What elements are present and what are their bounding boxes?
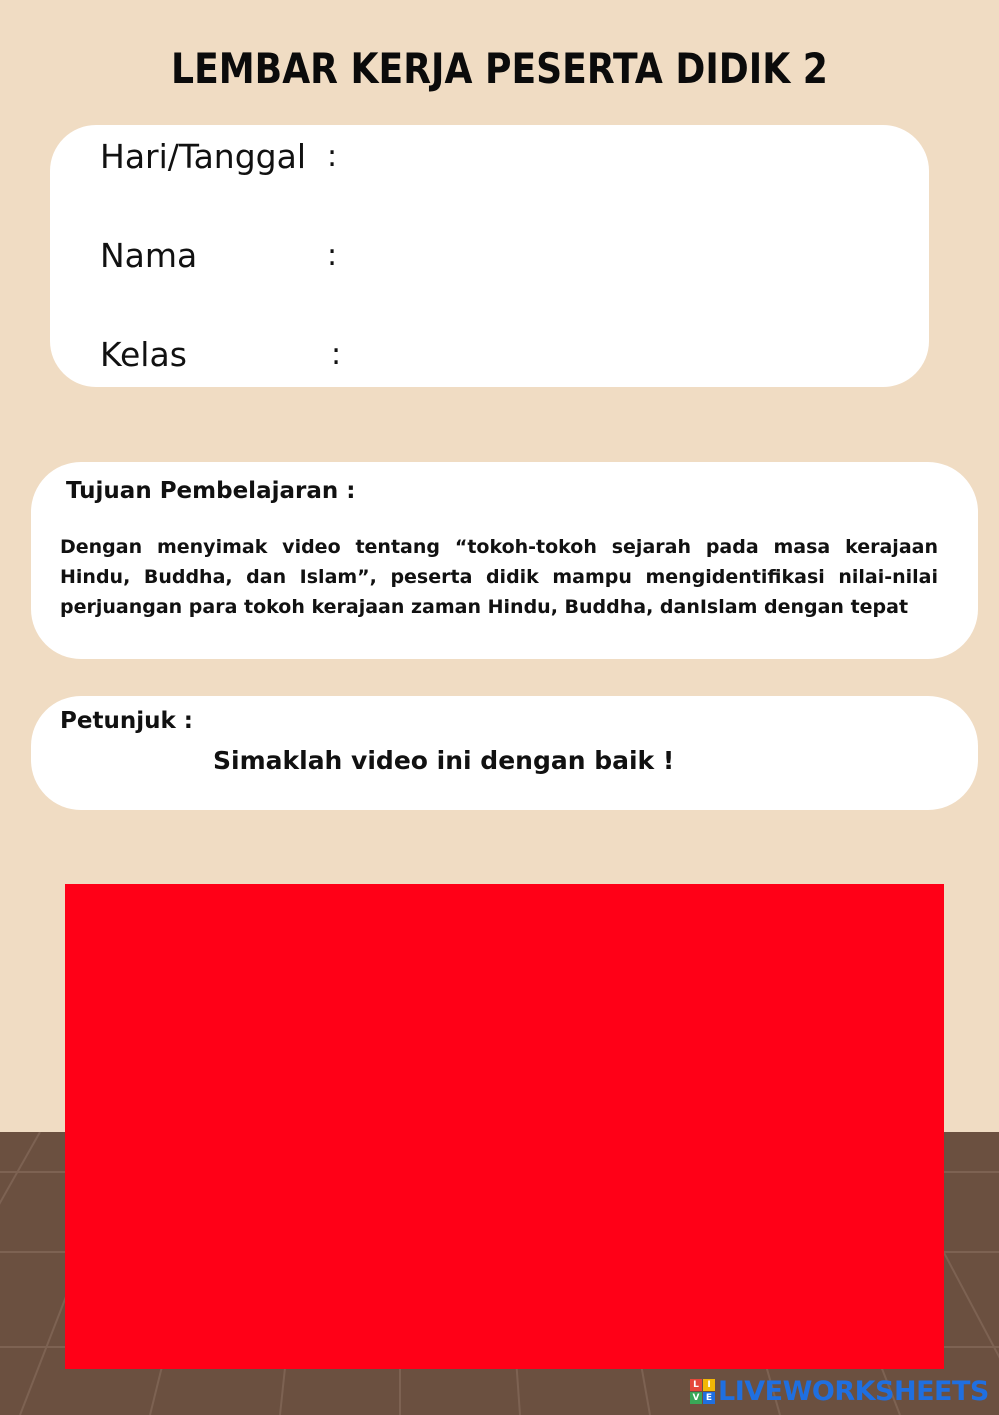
liveworksheets-brand[interactable] xyxy=(690,1376,989,1406)
identity-card xyxy=(50,125,929,387)
page-title: LEMBAR KERJA PESERTA DIDIK 2 xyxy=(171,44,828,93)
logo-letter-l: L xyxy=(690,1379,702,1391)
instruction-card xyxy=(31,696,978,810)
instruction-text: Simaklah video ini dengan baik ! xyxy=(213,746,675,775)
field-colon-nama: : xyxy=(327,238,338,273)
liveworksheets-brand-text: LIVEWORKSHEETS xyxy=(718,1375,989,1407)
logo-letter-e: E xyxy=(703,1392,715,1404)
learning-goal-heading: Tujuan Pembelajaran : xyxy=(66,478,356,504)
field-label-nama: Nama xyxy=(100,236,198,275)
field-colon-kelas: : xyxy=(331,337,342,372)
field-colon-hari-tanggal: : xyxy=(327,139,338,174)
liveworksheets-logo-icon xyxy=(690,1379,715,1404)
learning-goal-card xyxy=(31,462,978,659)
learning-goal-text: Dengan menyimak video tentang “tokoh-tokoh sejarah pada masa kerajaan Hindu, Buddha, dan Islam”, peserta didik mampu mengidentifikasi nilai-nilai perjuangan para tokoh kerajaan zaman Hindu, Buddha, danIslam dengan tepat xyxy=(60,536,938,618)
field-label-kelas: Kelas xyxy=(100,335,187,374)
logo-letter-v: V xyxy=(690,1392,702,1404)
field-label-hari-tanggal: Hari/Tanggal xyxy=(100,137,307,176)
instruction-heading: Petunjuk : xyxy=(60,708,193,734)
logo-letter-i: I xyxy=(703,1379,715,1391)
video-player[interactable] xyxy=(65,884,944,1369)
